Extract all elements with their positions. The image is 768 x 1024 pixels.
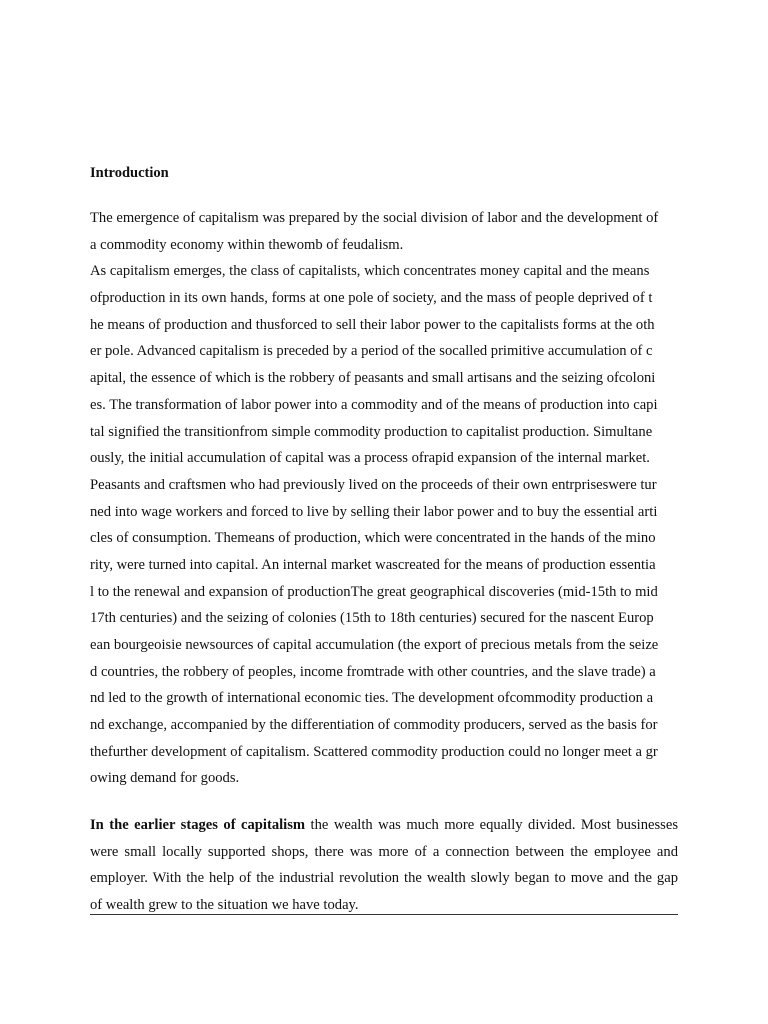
paragraph-line: he means of production and thusforced to sell their labor power to the capitalists forms at the oth — [90, 316, 655, 333]
horizontal-rule — [90, 914, 678, 915]
paragraph-line: apital, the essence of which is the robbery of peasants and small artisans and the seizing ofcoloni — [90, 370, 656, 387]
bold-lead-text: In the earlier stages of capitalism — [90, 817, 306, 833]
paragraph-line: d countries, the robbery of peoples, income fromtrade with other countries, and the slave trade) a — [90, 663, 656, 680]
paragraph-line: nd led to the growth of international economic ties. The development ofcommodity production a — [90, 690, 654, 707]
section-heading: Introduction — [90, 165, 169, 181]
paragraph-line: tal signified the transitionfrom simple commodity production to capitalist production. Simultane — [90, 423, 653, 440]
paragraph-line: nd exchange, accompanied by the differentiation of commodity producers, served as the basis for — [90, 717, 658, 734]
paragraph-line: employer. With the help of the industrial revolution the wealth slowly began to move and the gap — [90, 870, 678, 887]
paragraph-line: ned into wage workers and forced to live by selling their labor power and to buy the essential arti — [90, 503, 658, 520]
line-text: the wealth was much more equally divided. Most businesses — [305, 817, 678, 833]
paragraph-line: ofproduction in its own hands, forms at one pole of society, and the mass of people deprived of t — [90, 290, 653, 307]
paragraph-line: ean bourgeoisie newsources of capital accumulation (the export of precious metals from the seize — [90, 637, 659, 653]
paragraph-line: of wealth grew to the situation we have today. — [90, 897, 359, 914]
paragraph-line: cles of consumption. Themeans of production, which were concentrated in the hands of the mino — [90, 530, 656, 547]
paragraph-line: rity, were turned into capital. An internal market wascreated for the means of production essentia — [90, 556, 656, 573]
paragraph-line: a commodity economy within thewomb of feudalism. — [90, 236, 404, 253]
paragraph-line: thefurther development of capitalism. Scattered commodity production could no longer meet a gr — [90, 743, 658, 760]
paragraph-line: er pole. Advanced capitalism is preceded by a period of the socalled primitive accumulation of c — [90, 343, 653, 360]
paragraph-introduction — [90, 205, 678, 792]
paragraph-line: l to the renewal and expansion of productionThe great geographical discoveries (mid-15th to mid — [90, 583, 658, 600]
paragraph-line: Peasants and craftsmen who had previously lived on the proceeds of their own entrpriseswere tur — [90, 476, 657, 493]
paragraph-line: es. The transformation of labor power into a commodity and of the means of production into capi — [90, 396, 658, 413]
paragraph-line: 17th centuries) and the seizing of colonies (15th to 18th centuries) secured for the nascent Europ — [90, 610, 654, 627]
paragraph-earlier-stages — [90, 812, 678, 919]
paragraph-line: ously, the initial accumulation of capital was a process ofrapid expansion of the internal market. — [90, 450, 650, 467]
paragraph-line: As capitalism emerges, the class of capitalists, which concentrates money capital and the means — [90, 263, 650, 280]
paragraph-line: were small locally supported shops, there was more of a connection between the employee and — [90, 843, 678, 860]
paragraph-line: owing demand for goods. — [90, 770, 240, 787]
paragraph-line — [90, 812, 678, 839]
paragraph-line: The emergence of capitalism was prepared by the social division of labor and the development of — [90, 210, 659, 226]
